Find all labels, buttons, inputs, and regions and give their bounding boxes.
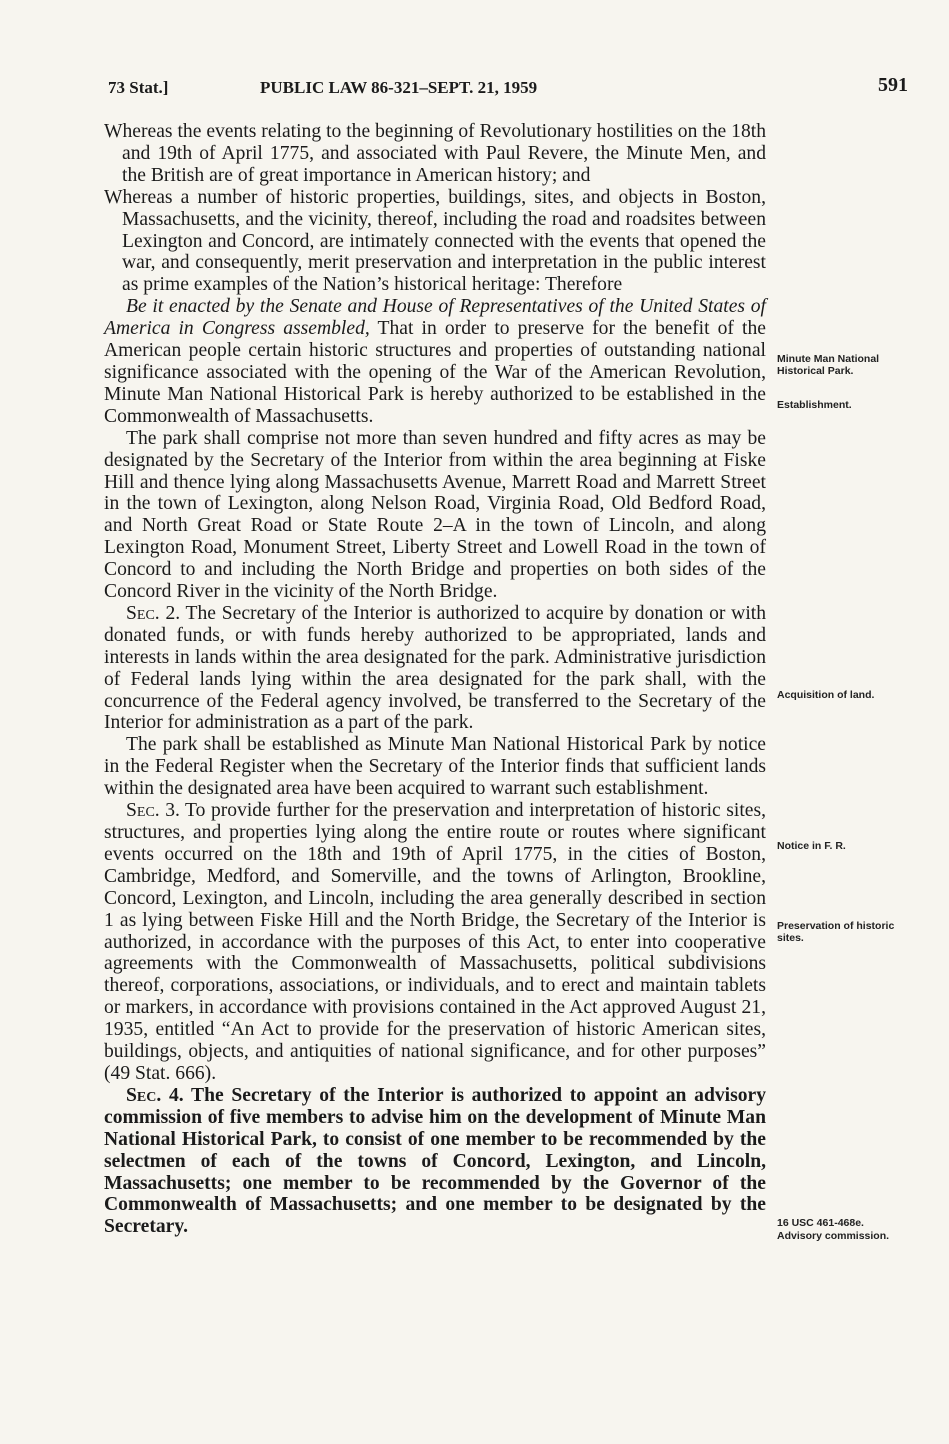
margin-note-acquisition: Acquisition of land.	[777, 689, 875, 701]
enacting-text: That in order to preserve for the benefit of the American people certain historic structures and properties of outstanding national significance associated with the opening of the War of the American Revolution, Minute Man National Historical Park is hereby authorized to be established in the Commonwealth of Massachusetts.	[104, 318, 766, 427]
section-4	[104, 1085, 766, 1238]
section-4-text: The Secretary of the Interior is authorized to appoint an advisory commission of five members to advise him on the development of Minute Man National Historical Park, to consist of one member to be recommended by the selectmen of each of the towns of Concord, Lexington, and Lincoln, Massachusetts; one member to be recommended by the Governor of the Commonwealth of Massachusetts; and one member to be designated by the Secretary.	[104, 1084, 766, 1238]
notice-paragraph: The park shall be established as Minute Man National Historical Park by notice in the Federal Register when the Secretary of the Interior finds that sufficient lands within the designated area have been acquired to warrant such establishment.	[104, 734, 766, 800]
section-3	[104, 800, 766, 1085]
enacting-clause	[104, 296, 766, 427]
section-2	[104, 603, 766, 734]
section-3-label: Sec. 3.	[126, 800, 180, 822]
margin-note-advisory: Advisory commission.	[777, 1230, 890, 1242]
whereas-clause-2: Whereas a number of historic properties, buildings, sites, and objects in Boston, Massachusetts, and the vicinity, thereof, including the road and roadsites between Lexington and Concord, are intimately connected with the events that opened the war, and consequently, merit preservation and interpretation in the public interest as prime examples of the Nation’s historical heritage: Therefore	[104, 186, 766, 296]
section-4-label: Sec. 4.	[126, 1084, 184, 1106]
statute-text	[104, 121, 766, 1238]
margin-note-establishment: Establishment.	[777, 399, 852, 411]
park-boundary-paragraph: The park shall comprise not more than seven hundred and fifty acres as may be designated by the Secretary of the Interior from within the area beginning at Fiske Hill and thence lying along Massachusetts Avenue, Marrett Road and Marrett Street in the town of Lexington, along Nelson Road, Virginia Road, Old Bedford Road, and North Great Road or State Route 2–A in the town of Lincoln, and along Lexington Road, Monument Street, Liberty Street and Lowell Road in the town of Concord to and including the North Bridge and properties on both sides of the Concord River in the vicinity of the North Bridge.	[104, 427, 766, 603]
volume-reference: 73 Stat.]	[108, 78, 169, 97]
margin-note-park-name: Minute Man National Historical Park.	[777, 353, 880, 377]
whereas-clause-1: Whereas the events relating to the beginning of Revolutionary hostilities on the 18th and 19th of April 1775, and associated with Paul Revere, the Minute Men, and the British are of great importance in American history; and	[104, 121, 766, 186]
page-number: 591	[878, 74, 908, 96]
margin-note-preservation: Preservation of historic sites.	[777, 920, 895, 944]
section-2-text: The Secretary of the Interior is authorized to acquire by donation or with donated funds, or with funds hereby authorized to be appropriated, lands and interests in lands within the area designated for the park. Administrative jurisdiction of Federal lands lying within the area designated for the park shall, with the concurrence of the Federal agency involved, be transferred to the Secretary of the Interior for administration as a part of the park.	[104, 602, 767, 734]
margin-note-notice: Notice in F. R.	[777, 840, 846, 852]
page-header	[108, 74, 908, 100]
section-3-text: To provide further for the preservation and interpretation of historic sites, structures, and properties lying along the entire route or routes where significant events occurred on the 18th and 19th of April 1775, in the cities of Boston, Cambridge, Medford, and Somerville, and the towns of Arlington, Brookline, Concord, Lexington, and Lincoln, including the area generally described in section 1 as lying between Fiske Hill and the North Bridge, the Secretary of the Interior is authorized, in accordance with the purposes of this Act, to enter into cooperative agreements with the Commonwealth of Massachusetts, political subdivisions thereof, corporations, associations, or individuals, and to erect and maintain tablets or markers, in accordance with provisions contained in the Act approved August 21, 1935, entitled “An Act to provide for the preservation of historic American sites, buildings, objects, and antiquities of national significance, and for other purposes” (49 Stat. 666).	[104, 800, 766, 1084]
margin-note-usc: 16 USC 461-468e.	[777, 1217, 864, 1229]
enacting-formula: Be it enacted by the Senate and House of Representatives of the United States of America in Congress assembled,	[104, 296, 766, 340]
section-2-label: Sec. 2.	[126, 602, 181, 624]
running-title: PUBLIC LAW 86-321–SEPT. 21, 1959	[260, 78, 538, 97]
